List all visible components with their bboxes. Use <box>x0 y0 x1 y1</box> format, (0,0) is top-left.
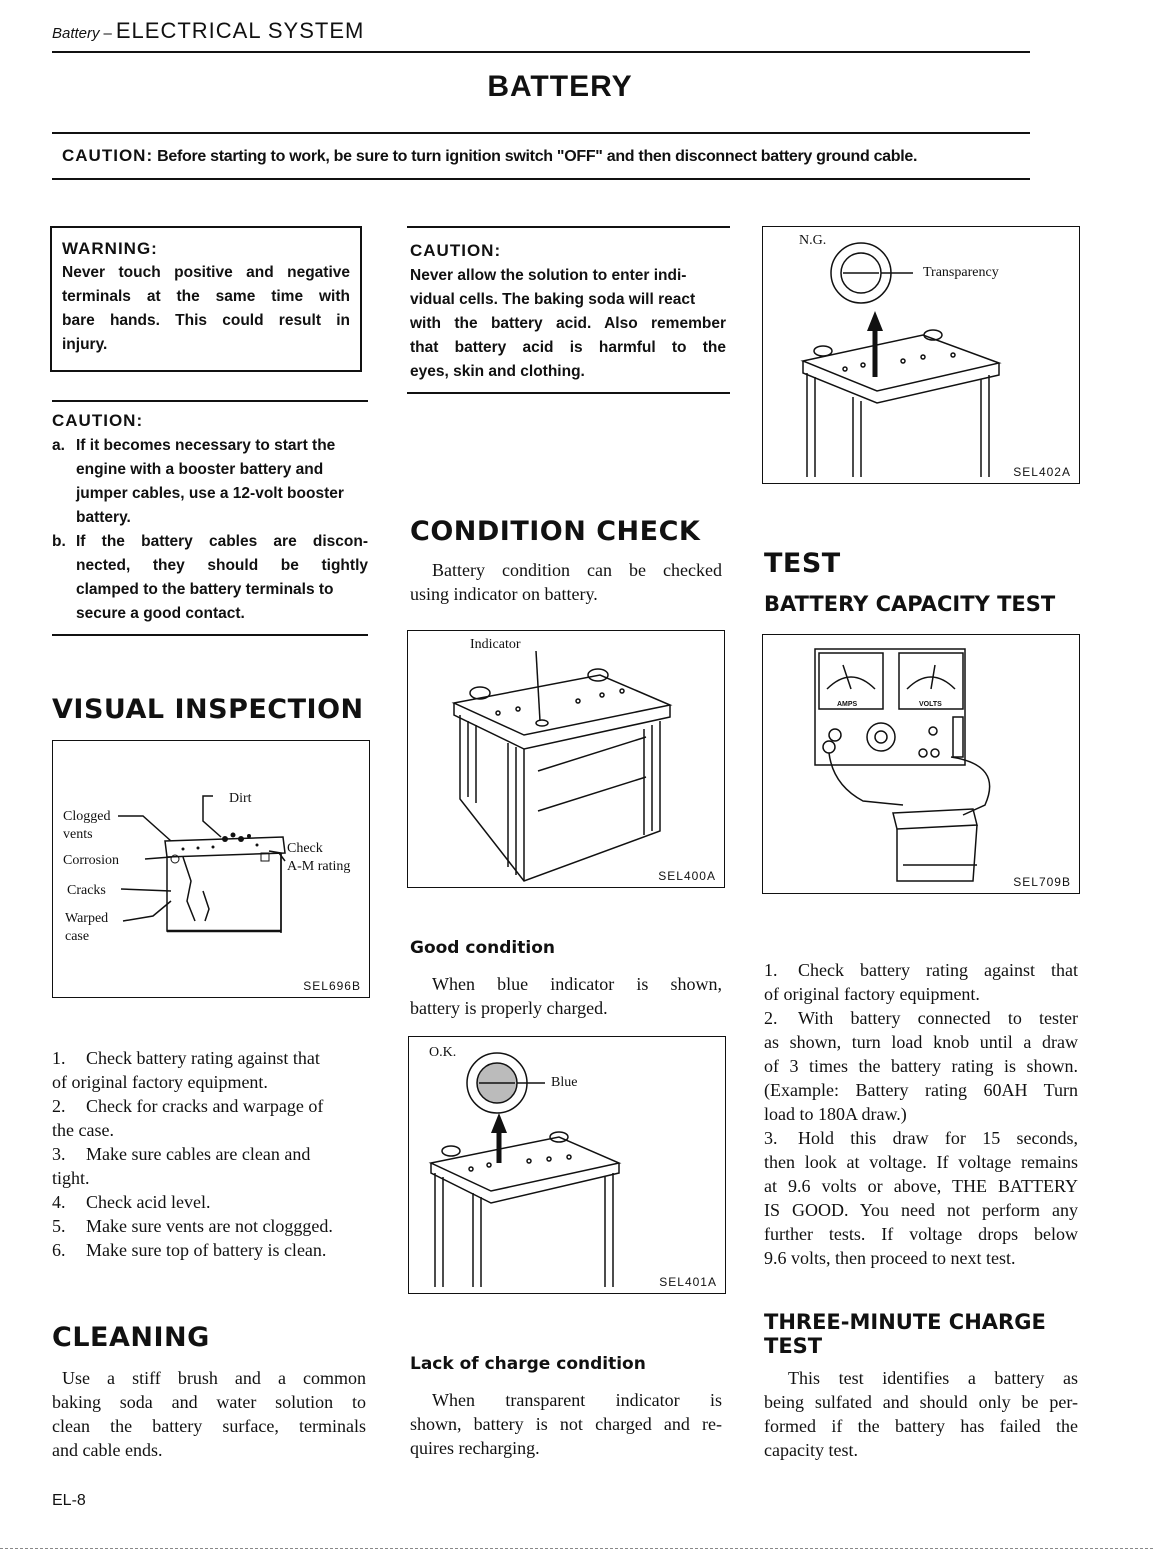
battery-indicator-illustration <box>408 631 724 887</box>
step-line: 2. With battery connected to tester <box>764 1008 1078 1028</box>
warning-box <box>50 226 362 372</box>
step-line: further tests. If voltage drops below <box>764 1224 1078 1244</box>
ok-indicator-figure <box>408 1036 726 1294</box>
capacity-test-steps <box>764 958 1078 1270</box>
cleaning-line: baking soda and water solution to <box>52 1392 366 1412</box>
cleaning-heading: CLEANING <box>52 1322 210 1353</box>
label-am-rating: A-M rating <box>287 859 351 874</box>
label-cracks: Cracks <box>67 883 106 898</box>
mid-caution-line: Never allow the solution to enter indi- <box>410 267 687 284</box>
header-dash: – <box>103 25 112 42</box>
warning-title: WARNING: <box>62 239 158 258</box>
label-amps: AMPS <box>837 701 858 708</box>
top-caution-label: CAUTION: <box>62 146 154 165</box>
visual-inspection-steps <box>52 1046 366 1262</box>
label-case: case <box>65 929 90 944</box>
mid-caution-line: that battery acid is harmful to the <box>410 339 726 356</box>
good-condition-heading: Good condition <box>410 938 555 958</box>
figure-code: SEL709B <box>1013 875 1071 889</box>
step-line: then look at voltage. If voltage remains <box>764 1152 1078 1172</box>
header-rule <box>52 51 1030 53</box>
caution-a-line: battery. <box>76 509 131 526</box>
condition-check-heading: CONDITION CHECK <box>410 516 701 547</box>
figure-code: SEL696B <box>303 979 361 993</box>
header-section-small: Battery <box>52 25 100 42</box>
caution-b-line: If the battery cables are discon- <box>76 533 368 550</box>
three-min-line: This test identifies a battery as <box>788 1368 1078 1388</box>
step-line: 6. Make sure top of battery is clean. <box>52 1240 327 1260</box>
label-transparency: Transparency <box>923 265 999 280</box>
step-line: tight. <box>52 1168 90 1188</box>
caution-b-line: secure a good contact. <box>76 605 245 622</box>
step-line: the case. <box>52 1120 114 1140</box>
step-line: of 3 times the battery rating is shown. <box>764 1056 1078 1076</box>
lack-line: shown, battery is not charged and re- <box>410 1414 722 1434</box>
header-section-big: ELECTRICAL SYSTEM <box>115 18 365 43</box>
caution-marker-b: b. <box>52 533 66 550</box>
caution-marker-a: a. <box>52 437 65 454</box>
middle-caution <box>410 238 726 384</box>
lack-line: quires recharging. <box>410 1438 540 1458</box>
step-line: 4. Check acid level. <box>52 1192 211 1212</box>
good-condition-text <box>410 972 722 1020</box>
lack-of-charge-heading: Lack of charge condition <box>410 1354 646 1374</box>
mid-caution-title: CAUTION: <box>410 241 502 260</box>
cleaning-line: and cable ends. <box>52 1440 163 1460</box>
page-number: EL-8 <box>52 1492 86 1509</box>
capacity-tester-figure <box>762 634 1080 894</box>
label-corrosion: Corrosion <box>63 853 119 868</box>
cc-line: using indicator on battery. <box>410 584 598 604</box>
lack-line: When transparent indicator is <box>432 1390 722 1410</box>
cleaning-line: Use a stiff brush and a common <box>62 1368 366 1388</box>
label-vents: vents <box>63 827 93 842</box>
step-line: 2. Check for cracks and warpage of <box>52 1096 324 1116</box>
step-line: as shown, turn load knob until a draw <box>764 1032 1078 1052</box>
running-header <box>52 18 364 44</box>
figure-code: SEL401A <box>659 1275 717 1289</box>
step-line: 5. Make sure vents are not cloggged. <box>52 1216 333 1236</box>
capacity-test-heading: BATTERY CAPACITY TEST <box>764 592 1056 616</box>
step-line: load to 180A draw.) <box>764 1104 907 1124</box>
left-caution <box>52 408 368 626</box>
left-caution-top-rule <box>52 400 368 402</box>
warning-line: bare hands. This could result in <box>62 312 350 329</box>
step-line: (Example: Battery rating 60AH Turn <box>764 1080 1078 1100</box>
step-line: 1. Check battery rating against that <box>52 1048 320 1068</box>
transparency-indicator-illustration <box>763 227 1079 483</box>
caution-a-line: jumper cables, use a 12-volt booster <box>76 485 344 502</box>
lack-of-charge-text <box>410 1388 722 1460</box>
cleaning-text <box>52 1366 366 1462</box>
three-min-line: capacity test. <box>764 1440 858 1460</box>
three-minute-heading-line: THREE-MINUTE CHARGE <box>764 1310 1046 1334</box>
label-dirt: Dirt <box>229 791 252 806</box>
condition-check-text <box>410 558 722 606</box>
warning-line: terminals at the same time with <box>62 288 350 305</box>
caution-top-rule <box>52 132 1030 134</box>
top-caution-text: Before starting to work, be sure to turn ignition switch "OFF" and then disconnect battery ground cable. <box>157 148 918 165</box>
visual-inspection-figure <box>52 740 370 998</box>
battery-tester-illustration <box>763 635 1079 893</box>
step-line: 3. Hold this draw for 15 seconds, <box>764 1128 1078 1148</box>
label-blue: Blue <box>551 1075 578 1090</box>
caution-bottom-rule <box>52 178 1030 180</box>
cleaning-line: clean the battery surface, terminals <box>52 1416 366 1436</box>
top-caution <box>62 146 917 166</box>
step-line: of original factory equipment. <box>764 984 980 1004</box>
warning-line: injury. <box>62 336 108 353</box>
three-minute-text <box>764 1366 1078 1462</box>
label-indicator: Indicator <box>470 637 521 652</box>
step-line: 1. Check battery rating against that <box>764 960 1078 980</box>
caution-b-line: nected, they should be tightly <box>76 557 368 574</box>
bottom-dotted-rule <box>0 1548 1153 1549</box>
left-caution-title: CAUTION: <box>52 411 144 430</box>
good-line: When blue indicator is shown, <box>432 974 722 994</box>
warning-line: Never touch positive and negative <box>62 264 350 281</box>
label-ok: O.K. <box>429 1045 457 1060</box>
left-caution-bottom-rule <box>52 634 368 636</box>
visual-inspection-heading: VISUAL INSPECTION <box>52 694 364 725</box>
caution-a-line: engine with a booster battery and <box>76 461 324 478</box>
step-line: at 9.6 volts or above, THE BATTERY <box>764 1176 1078 1196</box>
label-volts: VOLTS <box>919 701 942 708</box>
test-heading: TEST <box>764 548 841 579</box>
label-warped: Warped <box>65 911 109 926</box>
step-line: 3. Make sure cables are clean and <box>52 1144 311 1164</box>
label-clogged: Clogged <box>63 809 111 824</box>
mid-caution-bottom-rule <box>407 392 730 394</box>
figure-code: SEL402A <box>1013 465 1071 479</box>
good-line: battery is properly charged. <box>410 998 608 1018</box>
three-min-line: being sulfated and should only be per- <box>764 1392 1078 1412</box>
mid-caution-line: vidual cells. The baking soda will react <box>410 291 696 308</box>
page-title: BATTERY <box>487 70 633 103</box>
three-minute-heading-line: TEST <box>764 1334 823 1358</box>
ng-indicator-figure <box>762 226 1080 484</box>
step-line: 9.6 volts, then proceed to next test. <box>764 1248 1016 1268</box>
step-line: IS GOOD. You need not perform any <box>764 1200 1078 1220</box>
three-minute-heading <box>764 1310 1046 1358</box>
caution-b-line: clamped to the battery terminals to <box>76 581 334 598</box>
step-line: of original factory equipment. <box>52 1072 268 1092</box>
label-ng: N.G. <box>799 233 827 248</box>
mid-caution-line: eyes, skin and clothing. <box>410 363 585 380</box>
cc-line: Battery condition can be checked <box>432 560 722 580</box>
figure-code: SEL400A <box>658 869 716 883</box>
caution-a-line: If it becomes necessary to start the <box>76 437 336 454</box>
mid-caution-top-rule <box>407 226 730 228</box>
label-check: Check <box>287 841 323 856</box>
three-min-line: formed if the battery has failed the <box>764 1416 1078 1436</box>
mid-caution-line: with the battery acid. Also remember <box>410 315 726 332</box>
indicator-figure <box>407 630 725 888</box>
